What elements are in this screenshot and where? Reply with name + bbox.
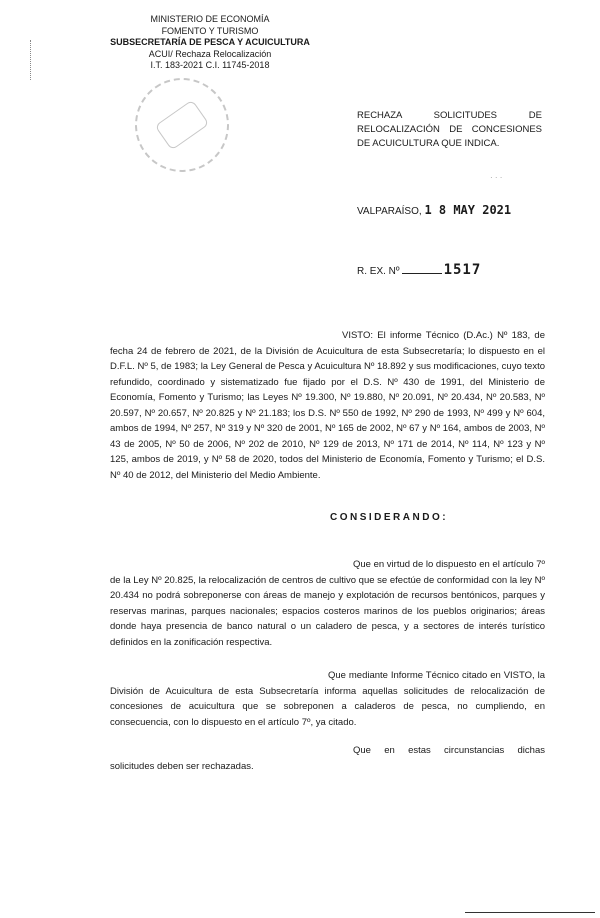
subsecretaria-line: SUBSECRETARÍA DE PESCA Y ACUICULTURA bbox=[110, 37, 310, 47]
margin-mark bbox=[30, 40, 33, 80]
ministry-line: MINISTERIO DE ECONOMÍA bbox=[150, 14, 270, 24]
document-title: RECHAZA SOLICITUDES DE RELOCALIZACIÓN DE CONCESIONES DE ACUICULTURA QUE INDICA. bbox=[357, 110, 542, 149]
considerando-heading: CONSIDERANDO: bbox=[330, 512, 449, 523]
faint-mark: · · · bbox=[490, 173, 503, 182]
city: VALPARAÍSO, bbox=[357, 206, 422, 217]
reference-line: ACUI/ Rechaza Relocalización bbox=[148, 48, 272, 59]
page-edge-line bbox=[465, 912, 595, 913]
underline bbox=[402, 273, 442, 274]
letterhead bbox=[100, 14, 320, 72]
resolution-value: 1517 bbox=[443, 262, 482, 278]
considerando-1: Que en virtud de lo dispuesto en el artículo 7º de la Ley Nº 20.825, la relocalización de centros de cultivo que se efectúe de conformidad con la ley Nº 20.434 no podrá sobreponerse con áreas de manejo y explotación de recursos bentónicos, parques y reservas marinas, parques nacionales; espacios costeros marinos de los pueblos originarios; áreas donde haya presencia de banco natural o un caladero de pesca, y a sectores de interés turístico definidos en la zonificación respectiva. bbox=[110, 559, 546, 648]
ministry-line-2: FOMENTO Y TURISMO bbox=[161, 25, 259, 36]
resolution-prefix: R. EX. Nº bbox=[357, 266, 400, 277]
considerando-3: Que en estas circunstancias dichas solicitudes deben ser rechazadas. bbox=[110, 745, 545, 772]
visto-paragraph: VISTO: El informe Técnico (D.Ac.) Nº 183, de fecha 24 de febrero de 2021, de la División de Acuicultura de esta Subsecretaría; lo dispuesto en el D.F.L. Nº 5, de 1983; la Ley General de Pesca y Acuicultura Nº 18.892 y sus modificaciones, cuyo texto refundido, coordinado y sistematizado fue fijado por el D.S. Nº 430 de 1991, del Ministerio de Economía, Fomento y Turismo; las Leyes Nº 19.300, Nº 19.880, Nº 20.091, Nº 20.434, Nº 20.583, Nº 20.597, Nº 20.657, Nº 20.825 y Nº 21.183; los D.S. Nº 550 de 1992, Nº 290 de 1993, Nº 499 y Nº 604, ambos de 1994, Nº 257, Nº 319 y Nº 320 de 2001, Nº 165 de 2002, Nº 67 y Nº 164, ambos de 2003, Nº 43 de 2005, Nº 50 de 2006, Nº 202 de 2010, Nº 129 de 2013, Nº 171 de 2014, Nº 114, Nº 123 y Nº 125, ambos de 2019, y Nº 58 de 2020, todos del Ministerio de Economía, Fomento y Turismo; el D.S. Nº 40 de 2012, del Ministerio del Medio Ambiente. bbox=[110, 330, 545, 481]
place-date bbox=[357, 203, 511, 217]
considerando-2: Que mediante Informe Técnico citado en VISTO, la División de Acuicultura de esta Subsecretaría informa aquellas solicitudes de relocalización de concesiones de acuicultura que se sobreponen a caladeros de pesca, no cumpliendo, en consecuencia, con lo dispuesto en el artículo 7º, ya citado. bbox=[110, 670, 545, 728]
file-numbers-line: I.T. 183-2021 C.I. 11745-2018 bbox=[150, 60, 270, 70]
date: 1 8 MAY 2021 bbox=[424, 203, 512, 217]
official-seal-stamp bbox=[117, 60, 248, 191]
resolution-number bbox=[357, 262, 481, 278]
